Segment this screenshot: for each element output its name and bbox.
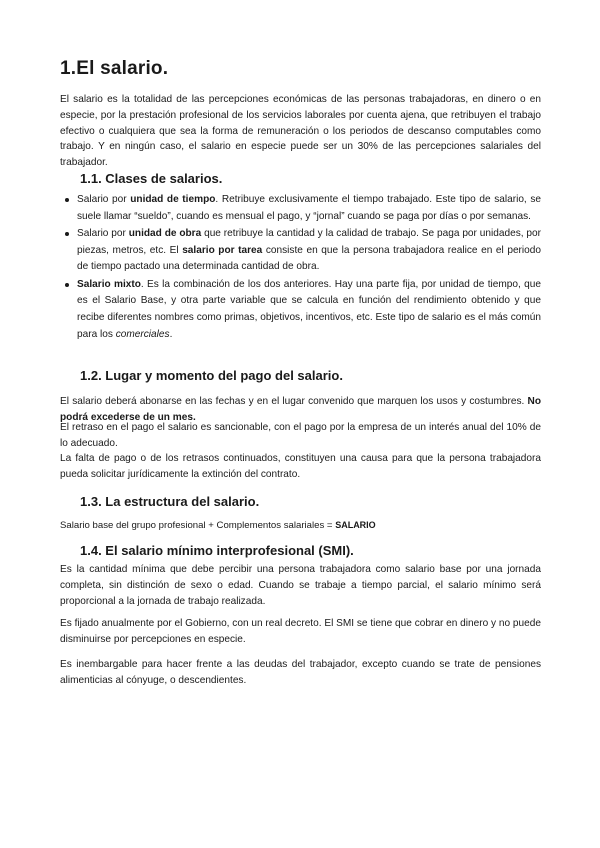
salary-types-list bbox=[60, 192, 541, 344]
page-title: 1.El salario. bbox=[60, 58, 169, 79]
smi-paragraph-2: Es fijado anualmente por el Gobierno, con un real decreto. El SMI se tiene que cobrar en dinero y no puede disminuirse por percepciones en especie. bbox=[60, 618, 541, 645]
section-heading-lugar: 1.2. Lugar y momento del pago del salario. bbox=[80, 368, 343, 383]
payment-paragraph-3: La falta de pago o de los retrasos continuados, constituyen una causa para que la persona trabajadora pueda solicitar jurídicamente la extinción del contrato. bbox=[60, 453, 541, 480]
intro-paragraph: El salario es la totalidad de las percepciones económicas de las personas trabajadoras, en dinero o en especie, por la prestación profesional de los servicios laborales por cuenta ajena, que retribuyen el trabajo efectivo o cualquiera que sea la forma de remuneración o los periodos de descanso computables como trabajo. Y en ningún caso, el salario en especie puede ser un 30% de las percepciones salariales del trabajador. bbox=[60, 94, 541, 169]
salary-formula: Salario base del grupo profesional + Complementos salariales = SALARIO bbox=[60, 520, 376, 531]
list-item: Salario mixto. Es la combinación de los dos anteriores. Hay una parte fija, por unidad de tiempo, que es el Salario Base, y otra parte variable que se calcula en función del rendimiento obtenido y que recibe diferentes nombres como primas, objetivos, incentivos, etc. Este tipo de salario es el más común para los comerciales. bbox=[60, 277, 541, 344]
section-heading-clases: 1.1. Clases de salarios. bbox=[80, 171, 223, 186]
smi-paragraph-3: Es inembargable para hacer frente a las deudas del trabajador, excepto cuando se trate de pensiones alimenticias al cónyuge, o descendientes. bbox=[60, 659, 541, 686]
salary-result: SALARIO bbox=[335, 520, 376, 530]
smi-paragraph-1: Es la cantidad mínima que debe percibir una persona trabajadora como salario base por una jornada completa, sin distinción de sexo o edad. Cuando se trabaje a tiempo parcial, el salario mínimo será proporcional a la jornada de trabajo realizada. bbox=[60, 564, 541, 607]
section-heading-smi: 1.4. El salario mínimo interprofesional (SMI). bbox=[80, 543, 354, 558]
list-item: Salario por unidad de tiempo. Retribuye exclusivamente el tiempo trabajado. Este tipo de salario, se suele llamar “sueldo”, cuando es mensual el pago, y “jornal” cuando se paga por días o por semanas. bbox=[60, 192, 541, 225]
section-heading-estructura: 1.3. La estructura del salario. bbox=[80, 494, 260, 509]
payment-paragraph-1: El salario deberá abonarse en las fechas y en el lugar convenido que marquen los usos y costumbres. No podrá excederse de un mes. bbox=[60, 396, 541, 423]
payment-paragraph-2: El retraso en el pago el salario es sancionable, con el pago por la empresa de un interés anual del 10% de lo adecuado. bbox=[60, 422, 541, 449]
list-item: Salario por unidad de obra que retribuye la cantidad y la calidad de trabajo. Se paga por unidades, por piezas, metros, etc. El salario por tarea consiste en que la persona trabajadora realice en el periodo de tiempo pactado una determinada cantidad de obra. bbox=[60, 226, 541, 276]
